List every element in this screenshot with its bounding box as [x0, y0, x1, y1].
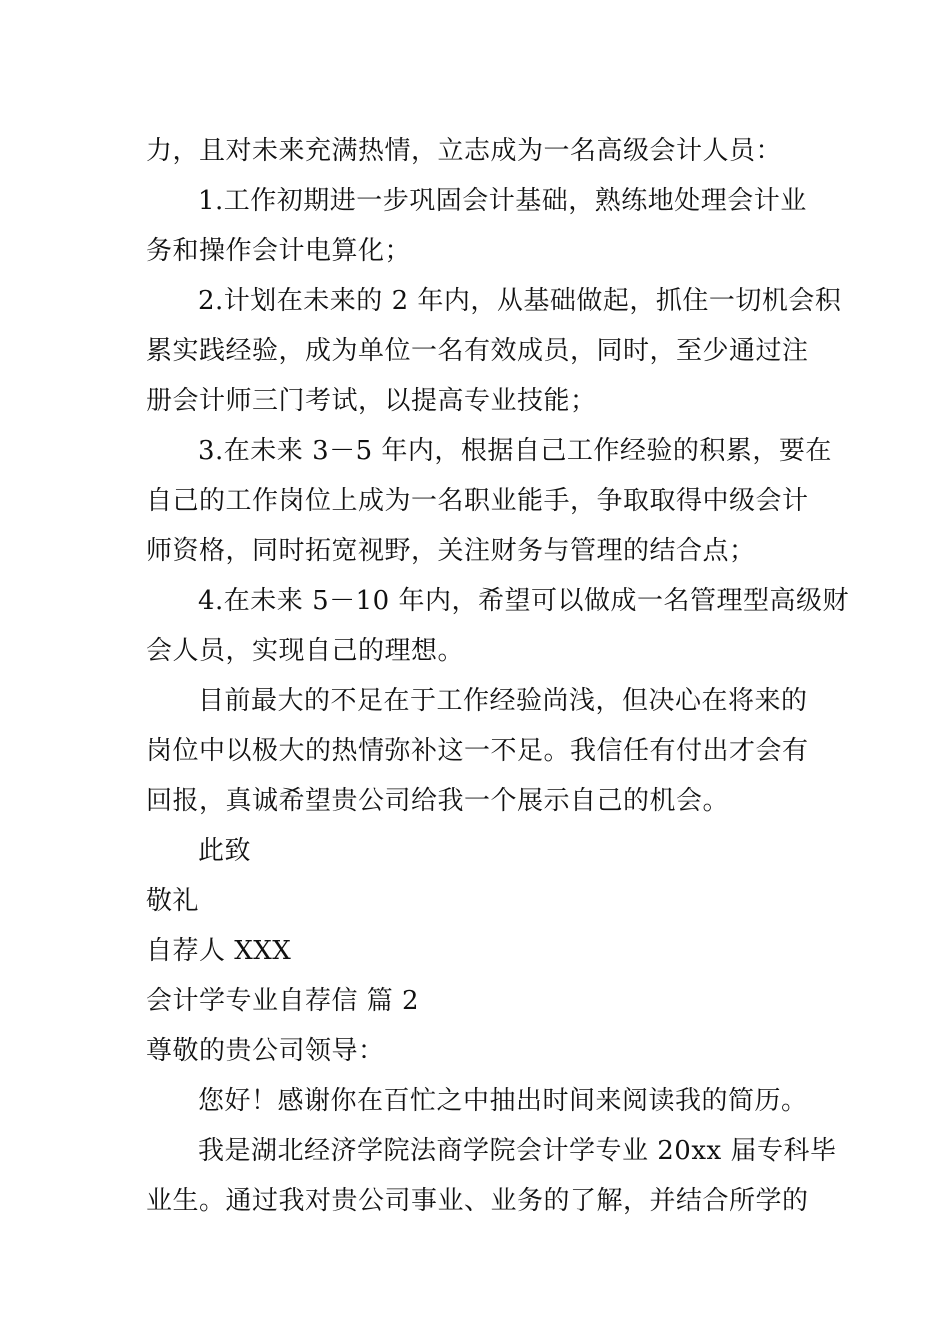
text-line: 1.工作初期进一步巩固会计基础，熟练地处理会计业 — [198, 186, 807, 216]
text-line: 2.计划在未来的 2 年内，从基础做起，抓住一切机会积 — [198, 286, 842, 316]
text-line: 回报，真诚希望贵公司给我一个展示自己的机会。 — [146, 786, 730, 816]
closing-regards: 敬礼 — [146, 886, 200, 916]
text-line: 自己的工作岗位上成为一名职业能手，争取取得中级会计 — [146, 486, 809, 516]
text-line: 我是湖北经济学院法商学院会计学专业 20xx 届专科毕 — [198, 1136, 837, 1166]
text-line: 4.在未来 5－10 年内，希望可以做成一名管理型高级财 — [198, 586, 849, 616]
section-heading: 会计学专业自荐信 篇 2 — [146, 986, 420, 1016]
text-line: 师资格，同时拓宽视野，关注财务与管理的结合点； — [146, 536, 756, 566]
closing-salutation: 此致 — [198, 836, 252, 866]
text-line: 岗位中以极大的热情弥补这一不足。我信任有付出才会有 — [146, 736, 809, 766]
text-line: 务和操作会计电算化； — [146, 236, 412, 266]
text-line: 力，且对未来充满热情，立志成为一名高级会计人员： — [146, 136, 783, 166]
text-line: 会人员，实现自己的理想。 — [146, 636, 465, 666]
document-body — [146, 126, 849, 1226]
text-line: 册会计师三门考试，以提高专业技能； — [146, 386, 597, 416]
greeting-line: 尊敬的贵公司领导： — [146, 1036, 385, 1066]
signature-line: 自荐人 XXX — [146, 936, 292, 966]
text-line: 3.在未来 3－5 年内，根据自己工作经验的积累，要在 — [198, 436, 832, 466]
text-line: 业生。通过我对贵公司事业、业务的了解，并结合所学的 — [146, 1186, 809, 1216]
text-line: 目前最大的不足在于工作经验尚浅，但决心在将来的 — [198, 686, 808, 716]
text-line: 您好！感谢你在百忙之中抽出时间来阅读我的简历。 — [198, 1086, 808, 1116]
text-line: 累实践经验，成为单位一名有效成员，同时，至少通过注 — [146, 336, 809, 366]
